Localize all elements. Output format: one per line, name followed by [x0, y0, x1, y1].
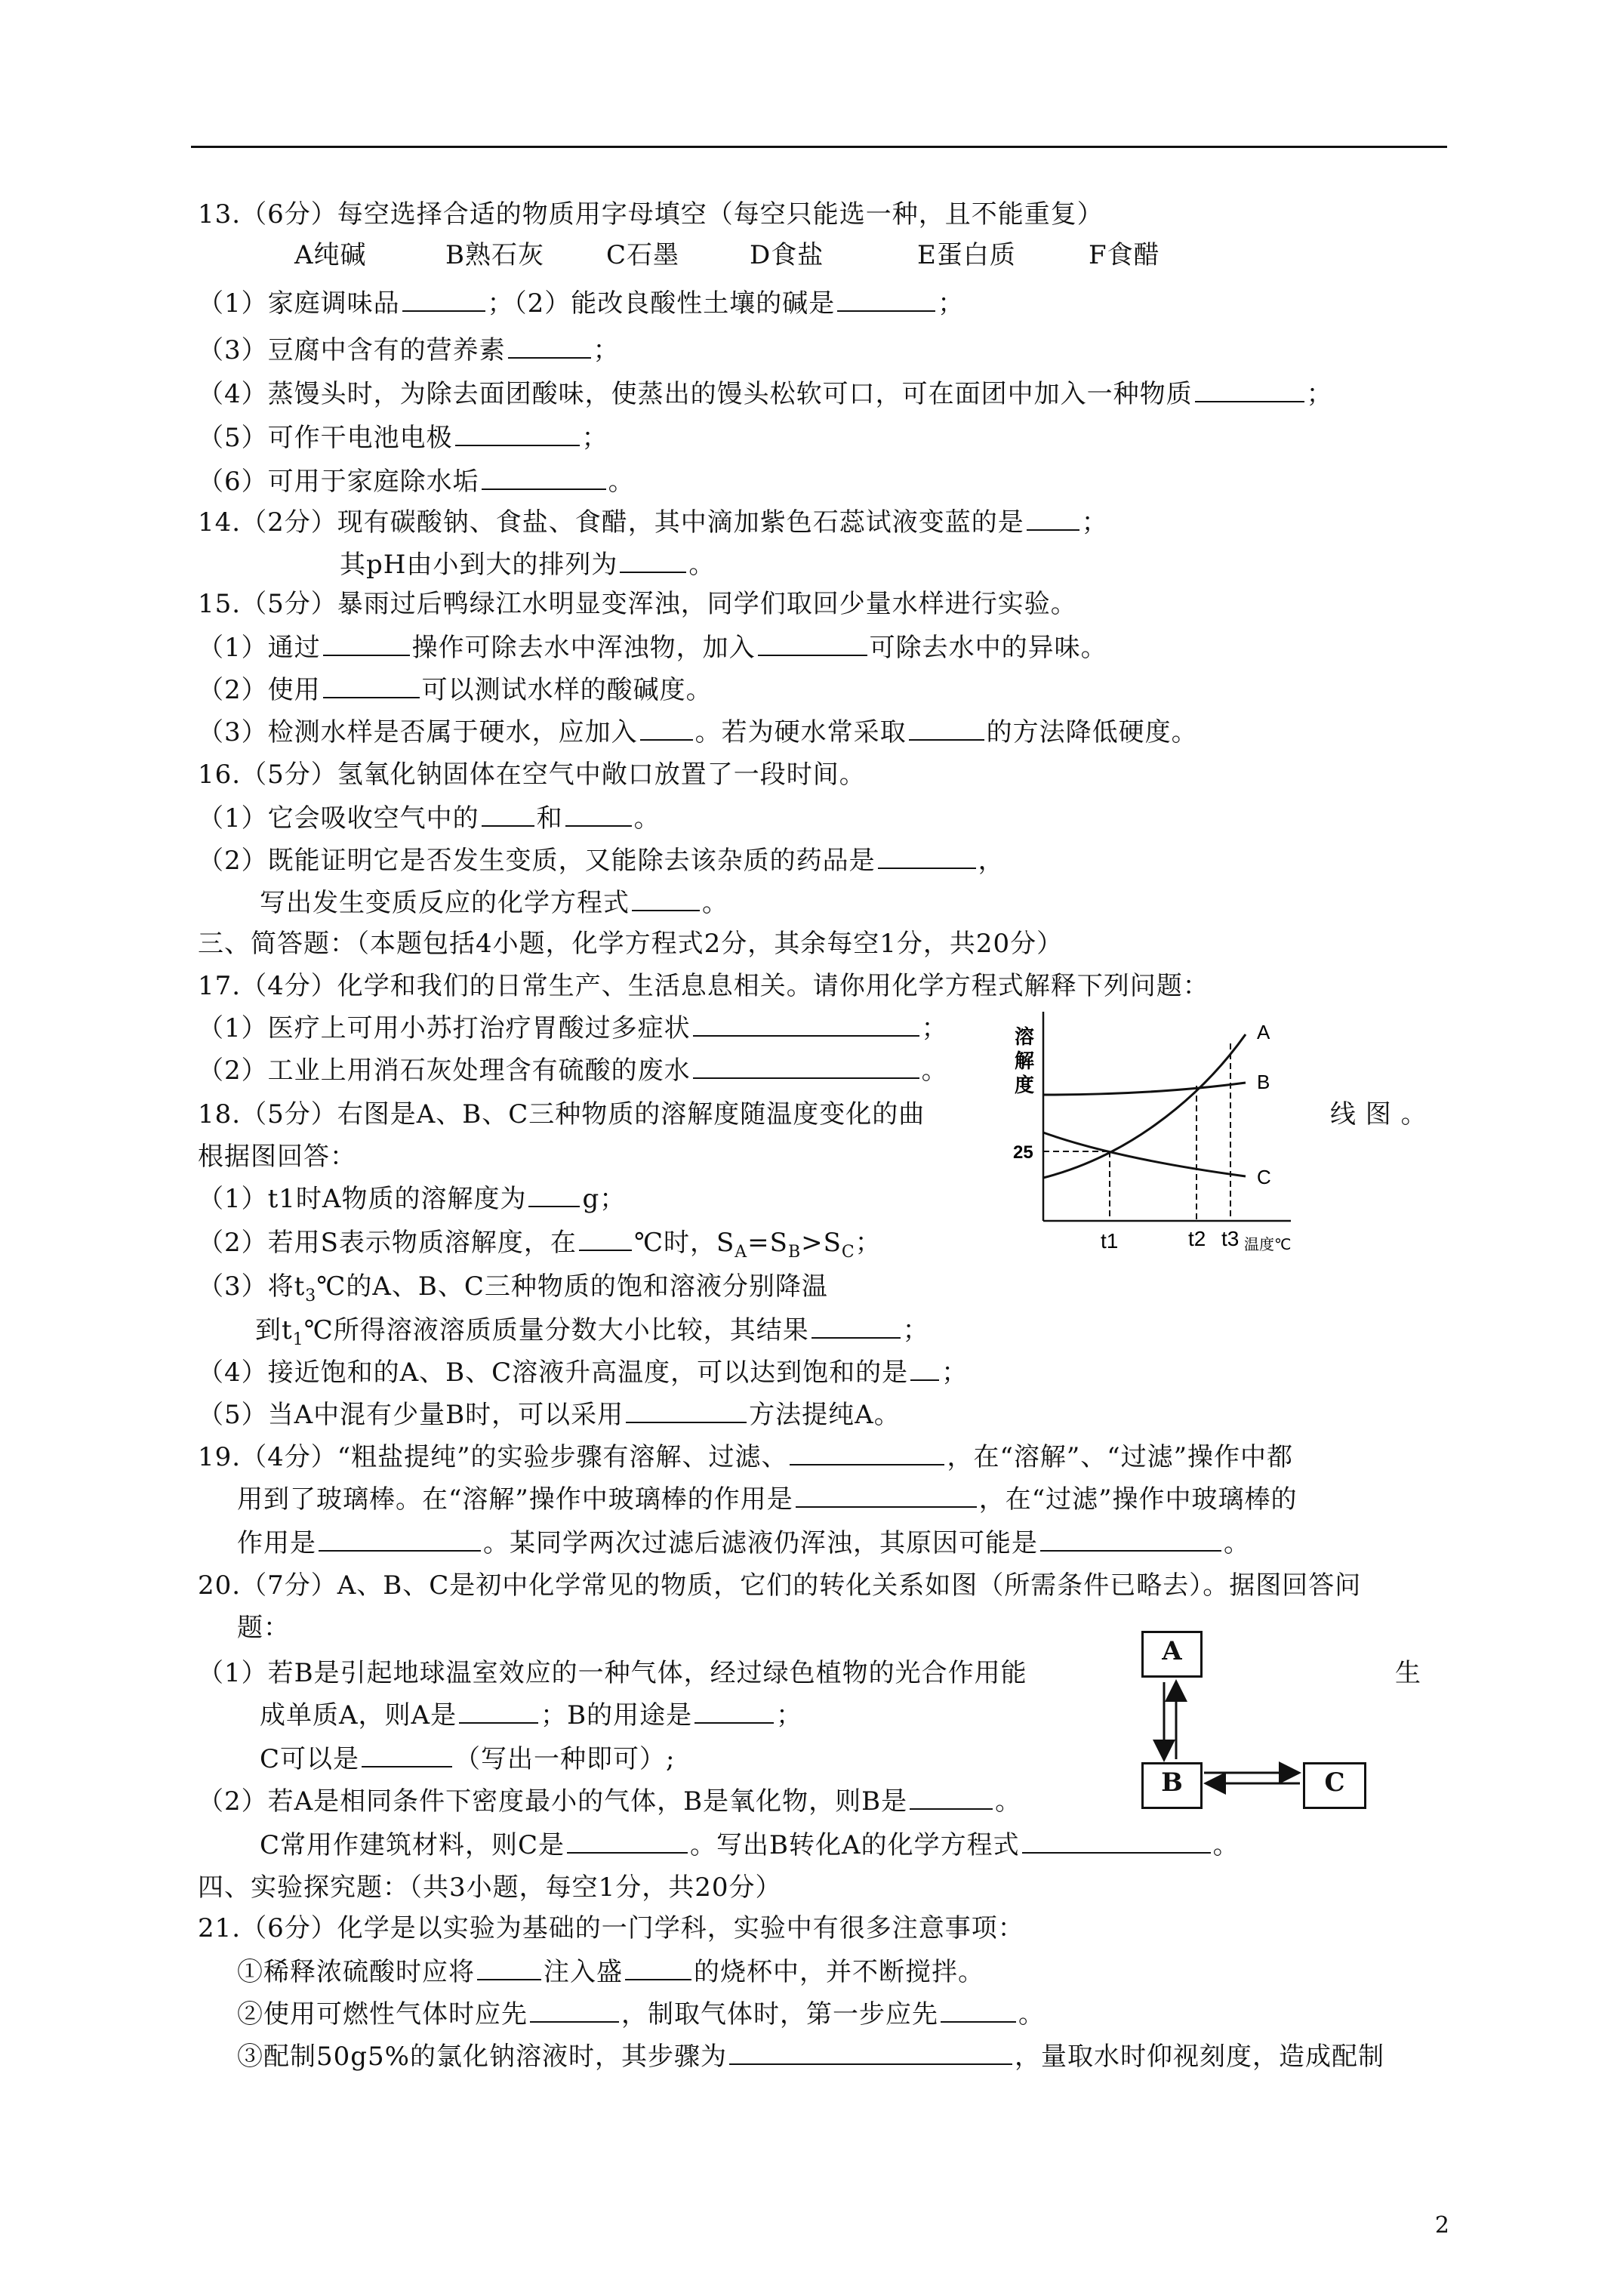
section-3-heading: 三、简答题：（本题包括4小题，化学方程式2分，其余每空1分，共20分） [198, 929, 1064, 959]
q18-heading-2: 根据图回答： [198, 1142, 356, 1172]
q19-line-2: 用到了玻璃棒。在“溶解”操作中玻璃棒的作用是 ，在“过滤”操作中玻璃棒的 [237, 1484, 1298, 1515]
curve-b-label: B [1257, 1071, 1270, 1093]
q18-line-2: （2）若用S表示物质溶解度，在 ℃时，$S_A=S_B>S_C$； [198, 1228, 882, 1262]
q17-line-2: （2）工业上用消石灰处理含有硫酸的废水 。 [198, 1056, 948, 1086]
y-axis-label-1: 溶 [1015, 1025, 1035, 1048]
answer-blank[interactable] [567, 1829, 688, 1854]
answer-blank[interactable] [693, 1012, 919, 1037]
answer-blank[interactable] [758, 632, 867, 656]
answer-blank[interactable] [693, 1055, 919, 1079]
q20-line-3: （1）若B是引起地球温室效应的一种气体，经过绿色植物的光合作用能 [198, 1658, 1027, 1688]
q21-line-2: ②使用可燃性气体时应先 ，制取气体时，第一步应先 。 [237, 1999, 1045, 2029]
answer-blank[interactable] [530, 1999, 619, 2023]
x-tick-t3: t3 [1221, 1227, 1240, 1250]
q21-line-3: ③配制50g5%的氯化钠溶液时，其步骤为 ，量取水时仰视刻度，造成配制 [237, 2042, 1384, 2072]
answer-blank[interactable] [625, 1956, 691, 1980]
q17-line-1: （1）医疗上可用小苏打治疗胃酸过多症状 ； [198, 1013, 948, 1043]
answer-blank[interactable] [694, 1700, 774, 1724]
answer-blank[interactable] [1022, 1829, 1211, 1854]
answer-blank[interactable] [632, 887, 700, 911]
y-axis-label-2: 解 [1015, 1049, 1035, 1072]
answer-blank[interactable] [626, 1399, 747, 1423]
answer-blank[interactable] [878, 845, 976, 869]
answer-blank[interactable] [579, 1227, 632, 1251]
q16-line-3: 写出发生变质反应的化学方程式 。 [260, 888, 728, 918]
y-axis-label-3: 度 [1015, 1074, 1035, 1096]
curve-b [1043, 1083, 1246, 1095]
q15-line-2: （2）使用 可以测试水样的酸碱度。 [198, 675, 713, 705]
q17-heading: 17.（4分）化学和我们的日常生产、生活息息相关。请你用化学方程式解释下列问题： [198, 971, 1209, 1001]
q20-line-1: 20.（7分）A、B、C是初中化学常见的物质，它们的转化关系如图（所需条件已略去）。据图回答问 [198, 1570, 1362, 1601]
q16-line-1: （1）它会吸收空气中的 和 。 [198, 803, 661, 834]
answer-blank[interactable] [729, 2041, 1012, 2065]
answer-blank[interactable] [508, 334, 591, 359]
q18-line-1: （1）t1时A物质的溶解度为 g； [198, 1184, 627, 1214]
answer-blank[interactable] [482, 803, 534, 827]
answer-blank[interactable] [909, 717, 984, 741]
q20-line-4: 成单质A，则A是 ；B的用途是 ； [260, 1700, 803, 1730]
q16-heading: 16.（5分）氢氧化钠固体在空气中敞口放置了一段时间。 [198, 760, 866, 790]
q19-line-3: 作用是 。某同学两次过滤后滤液仍浑浊，其原因可能是 。 [237, 1528, 1250, 1558]
flow-arrows [1132, 1669, 1313, 1804]
q18-heading: 18.（5分）右图是A、B、C三种物质的溶解度随温度变化的曲 [198, 1099, 925, 1130]
q21-line-1: ①稀释浓硫酸时应将 注入盛 的烧杯中，并不断搅拌。 [237, 1957, 984, 1987]
flow-box-b: B [1141, 1762, 1203, 1809]
x-axis-label: 温度℃ [1244, 1237, 1292, 1253]
answer-blank[interactable] [1027, 507, 1079, 531]
q20-line-6: （2）若A是相同条件下密度最小的气体，B是氧化物，则B是 。 [198, 1786, 1022, 1817]
answer-blank[interactable] [319, 1527, 481, 1552]
answer-blank[interactable] [362, 1743, 452, 1767]
q13-line-6: （6）可用于家庭除水垢 。 [198, 467, 635, 497]
answer-blank[interactable] [910, 1357, 939, 1381]
q18-line-4: 到$t_1℃$所得溶液溶质质量分数大小比较，其结果 ； [255, 1315, 929, 1349]
answer-blank[interactable] [402, 288, 485, 312]
flow-box-c: C [1303, 1762, 1366, 1809]
q20-line-5: C可以是 （写出一种即可）; [260, 1744, 676, 1774]
section-4-heading: 四、实验探究题：（共3小题，每空1分，共20分） [198, 1872, 782, 1903]
answer-blank[interactable] [1040, 1527, 1221, 1552]
curve-c-label: C [1257, 1166, 1271, 1188]
solubility-chart [1004, 1004, 1321, 1261]
q15-line-1: （1）通过 操作可除去水中浑浊物，加入 可除去水中的异味。 [198, 633, 1107, 663]
answer-blank[interactable] [620, 549, 686, 573]
curve-a [1043, 1034, 1246, 1178]
q16-line-2: （2）既能证明它是否发生变质，又能除去该杂质的药品是 ， [198, 846, 1005, 876]
q18-line-3: （3）将$t_3℃$的A、B、C三种物质的饱和溶液分别降温 [198, 1271, 828, 1305]
q15-line-3: （3）检测水样是否属于硬水，应加入 。若为硬水常采取 的方法降低硬度。 [198, 717, 1198, 747]
q14-line-2: 其pH由小到大的排列为 。 [340, 550, 716, 580]
q13-line-4: （4）蒸馒头时，为除去面团酸味，使蒸出的馒头松软可口，可在面团中加入一种物质 ； [198, 379, 1333, 409]
answer-blank[interactable] [477, 1956, 541, 1980]
answer-blank[interactable] [796, 1484, 977, 1508]
answer-blank[interactable] [323, 674, 420, 698]
answer-blank[interactable] [910, 1786, 993, 1810]
answer-blank[interactable] [459, 1700, 538, 1724]
answer-blank[interactable] [812, 1314, 901, 1339]
x-tick-t2: t2 [1188, 1227, 1206, 1250]
answer-blank[interactable] [790, 1441, 944, 1465]
answer-blank[interactable] [482, 466, 606, 490]
header-rule [191, 146, 1447, 148]
answer-blank[interactable] [837, 288, 935, 312]
q20-line-2: 题： [237, 1613, 290, 1643]
answer-blank[interactable] [565, 803, 632, 827]
q13-heading: 13.（6分）每空选择合适的物质用字母填空（每空只能选一种，且不能重复） [198, 199, 1104, 230]
answer-blank[interactable] [455, 422, 580, 446]
x-tick-t1: t1 [1101, 1229, 1119, 1253]
q20-line-3-tail: 生 [1395, 1658, 1421, 1688]
answer-blank[interactable] [323, 632, 410, 656]
y-tick-label: 25 [1013, 1142, 1033, 1163]
q18-line-5: （4）接近饱和的A、B、C溶液升高温度，可以达到饱和的是 ； [198, 1358, 969, 1388]
page-number: 2 [1434, 2212, 1449, 2239]
q21-heading: 21.（6分）化学是以实验为基础的一门学科，实验中有很多注意事项： [198, 1913, 1024, 1943]
q13-line-3: （3）豆腐中含有的营养素 ； [198, 335, 620, 365]
q19-line-1: 19.（4分）“粗盐提纯”的实验步骤有溶解、过滤、 ，在“溶解”、“过滤”操作中都 [198, 1442, 1293, 1472]
q18-line-6: （5）当A中混有少量B时，可以采用 方法提纯A。 [198, 1400, 901, 1430]
curve-c [1043, 1133, 1246, 1176]
answer-blank[interactable] [640, 717, 693, 741]
answer-blank[interactable] [1195, 378, 1304, 402]
q15-heading: 15.（5分）暴雨过后鸭绿江水明显变浑浊，同学们取回少量水样进行实验。 [198, 589, 1077, 619]
answer-blank[interactable] [528, 1183, 580, 1207]
answer-blank[interactable] [941, 1999, 1016, 2023]
q18-heading-tail: 线 图 。 [1330, 1099, 1427, 1130]
q13-line-1: （1）家庭调味品 ；（2）能改良酸性土壤的碱是 ； [198, 288, 965, 319]
q14-line-1: 14.（2分）现有碳酸钠、食盐、食醋，其中滴加紫色石蕊试液变蓝的是 ； [198, 507, 1108, 538]
flow-box-a: A [1141, 1631, 1203, 1678]
curve-a-label: A [1257, 1021, 1270, 1043]
q13-options: A纯碱 B熟石灰 C石墨 D食盐 E蛋白质 F食醋 [294, 240, 1160, 270]
q13-line-5: （5）可作干电池电极 ； [198, 423, 608, 453]
q20-line-7: C常用作建筑材料，则C是 。写出B转化A的化学方程式 。 [260, 1830, 1240, 1860]
